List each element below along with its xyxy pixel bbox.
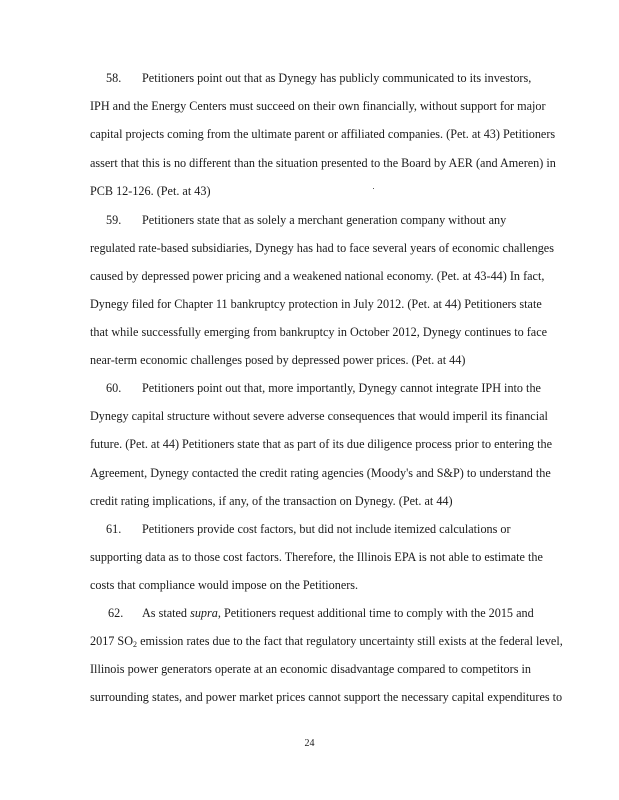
paragraph-line: [90, 634, 563, 648]
paragraph-line: Petitioners point out that as Dynegy has publicly communicated to its investors,: [142, 71, 532, 85]
paragraph-line: [142, 606, 534, 620]
paragraph-number: 61.: [106, 522, 122, 536]
paragraph-line-text: emission rates due to the fact that regulatory uncertainty still exists at the federal level,: [137, 634, 563, 648]
paragraph-line: Dynegy filed for Chapter 11 bankruptcy protection in July 2012. (Pet. at 44) Petitioners state: [90, 297, 542, 311]
page-number: 24: [304, 738, 315, 749]
paragraph-line-text: , Petitioners request additional time to comply with the 2015 and: [217, 606, 534, 620]
subscript: 2: [133, 640, 138, 649]
paragraph-line: regulated rate-based subsidiaries, Dynegy has had to face several years of economic challenges: [90, 241, 554, 255]
paragraph-line: Agreement, Dynegy contacted the credit rating agencies (Moody's and S&P) to understand the: [90, 466, 551, 480]
paragraph-line: costs that compliance would impose on the Petitioners.: [90, 578, 359, 592]
latin-term: supra: [190, 606, 218, 620]
paragraph-line: credit rating implications, if any, of the transaction on Dynegy. (Pet. at 44): [90, 494, 453, 508]
paragraph-line: Dynegy capital structure without severe adverse consequences that would imperil its financial: [90, 409, 548, 423]
paragraph-line: PCB 12-126. (Pet. at 43): [90, 184, 211, 198]
paragraph-line: Petitioners provide cost factors, but did not include itemized calculations or: [142, 522, 511, 536]
paragraph-line: Petitioners state that as solely a merchant generation company without any: [142, 213, 507, 227]
paragraph-line: caused by depressed power pricing and a weakened national economy. (Pet. at 43-44) In fact,: [90, 269, 545, 283]
paragraph-line: that while successfully emerging from bankruptcy in October 2012, Dynegy continues to face: [90, 325, 548, 339]
scan-speck: [373, 188, 374, 189]
paragraph-line: IPH and the Energy Centers must succeed on their own financially, without support for major: [90, 99, 546, 113]
paragraph-number: 59.: [106, 213, 122, 227]
paragraph-number: 60.: [106, 381, 122, 395]
paragraph-line: near-term economic challenges posed by depressed power prices. (Pet. at 44): [90, 353, 466, 367]
paragraph-line-text: As stated: [142, 606, 191, 620]
paragraph-line: Petitioners point out that, more importantly, Dynegy cannot integrate IPH into the: [142, 381, 541, 395]
paragraph-line-text: 2017 SO: [90, 634, 134, 648]
paragraph-line: assert that this is no different than the situation presented to the Board by AER (and Ameren) in: [90, 156, 556, 170]
paragraph-number: 62.: [108, 606, 124, 620]
paragraph-line: capital projects coming from the ultimate parent or affiliated companies. (Pet. at 43) Petitioners: [90, 127, 556, 141]
paragraph-line: Illinois power generators operate at an economic disadvantage compared to competitors in: [90, 662, 531, 676]
paragraph-number: 58.: [106, 71, 122, 85]
paragraph-line: surrounding states, and power market prices cannot support the necessary capital expenditures to: [90, 690, 563, 704]
paragraph-line: future. (Pet. at 44) Petitioners state that as part of its due diligence process prior to entering the: [90, 437, 552, 451]
paragraph-line: supporting data as to those cost factors. Therefore, the Illinois EPA is not able to estimate the: [90, 550, 543, 564]
